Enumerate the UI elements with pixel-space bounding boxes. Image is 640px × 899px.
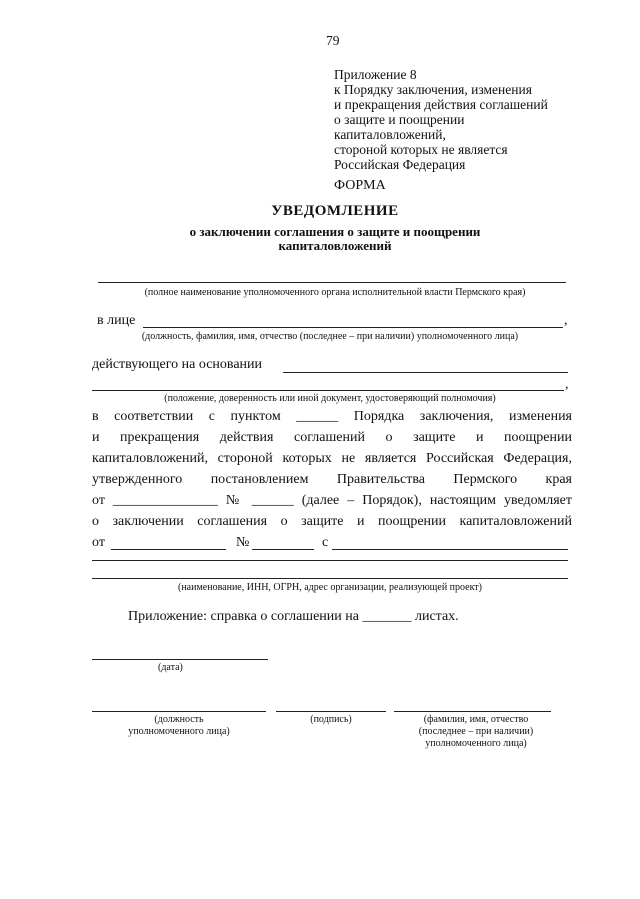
body-paragraph-line: о заключении соглашения о защите и поощрении капиталовложений (92, 514, 572, 529)
appendix-line: стороной которых не является (334, 142, 508, 157)
from-label: от (92, 535, 105, 550)
document-subtitle: о заключении соглашения о защите и поощрении (189, 224, 481, 239)
signature-caption: (подпись) (310, 714, 352, 725)
appendix-line: к Порядку заключения, изменения (334, 82, 532, 97)
form-label: ФОРМА (334, 178, 386, 193)
fio-caption-line: уполномоченного лица) (425, 738, 527, 749)
comma: , (564, 313, 568, 328)
date-signature-field[interactable] (92, 659, 268, 660)
organization-field-3[interactable] (92, 578, 568, 579)
authority-caption: (полное наименование уполномоченного органа исполнительной власти Пермского края) (144, 287, 526, 298)
basis-field-2[interactable] (92, 390, 564, 391)
appendix-line: Российская Федерация (334, 157, 466, 172)
position-caption-line: (должность (154, 714, 204, 725)
appendix-header (334, 67, 594, 172)
person-caption: (должность, фамилия, имя, отчество (последнее – при наличии) уполномоченного лица) (141, 331, 519, 342)
organization-caption: (наименование, ИНН, ОГРН, адрес организации, реализующей проект) (177, 582, 483, 593)
attachment-note: Приложение: справка о соглашении на _______ листах. (128, 609, 459, 624)
body-paragraph-line: утвержденного постановлением Правительства Пермского края (92, 472, 572, 487)
basis-caption: (положение, доверенность или иной документ, удостоверяющий полномочия) (164, 393, 496, 404)
fio-caption-line: (последнее – при наличии) (418, 726, 534, 737)
appendix-line: и прекращения действия соглашений (334, 97, 548, 112)
position-field[interactable] (92, 711, 266, 712)
appendix-line: Приложение 8 (334, 67, 417, 82)
appendix-line: о защите и поощрении (334, 112, 465, 127)
document-subtitle-2: капиталовложений (278, 238, 392, 253)
page-number: 79 (326, 33, 340, 48)
signature-field[interactable] (276, 711, 386, 712)
basis-field[interactable] (283, 372, 568, 373)
body-paragraph-line: и прекращения действия соглашений о защите и поощрении (92, 430, 572, 445)
organization-field-2[interactable] (92, 560, 568, 561)
number-label: № (236, 535, 250, 550)
document-title: УВЕДОМЛЕНИЕ (271, 203, 399, 219)
fio-field[interactable] (394, 711, 551, 712)
body-paragraph-line: от _______________ № ______ (далее – Порядок), настоящим уведомляет (92, 493, 572, 508)
acting-basis-label: действующего на основании (92, 357, 263, 372)
body-paragraph-line: в соответствии с пунктом ______ Порядка заключения, изменения (92, 409, 572, 424)
in-person-label: в лице (97, 313, 136, 328)
authority-field[interactable] (98, 282, 566, 283)
appendix-line: капиталовложений, (334, 127, 446, 142)
with-label: с (322, 535, 329, 550)
person-field[interactable] (143, 327, 563, 328)
fio-caption-line: (фамилия, имя, отчество (423, 714, 529, 725)
body-paragraph-line: капиталовложений, стороной которых не является Российская Федерация, (92, 451, 572, 466)
position-caption (92, 714, 266, 738)
fio-caption (396, 714, 556, 750)
number-field[interactable] (252, 549, 314, 550)
comma-2: , (565, 377, 569, 392)
date-caption: (дата) (158, 662, 183, 673)
date-field[interactable] (111, 549, 226, 550)
organization-field[interactable] (332, 549, 568, 550)
position-caption-line: уполномоченного лица) (128, 726, 230, 737)
